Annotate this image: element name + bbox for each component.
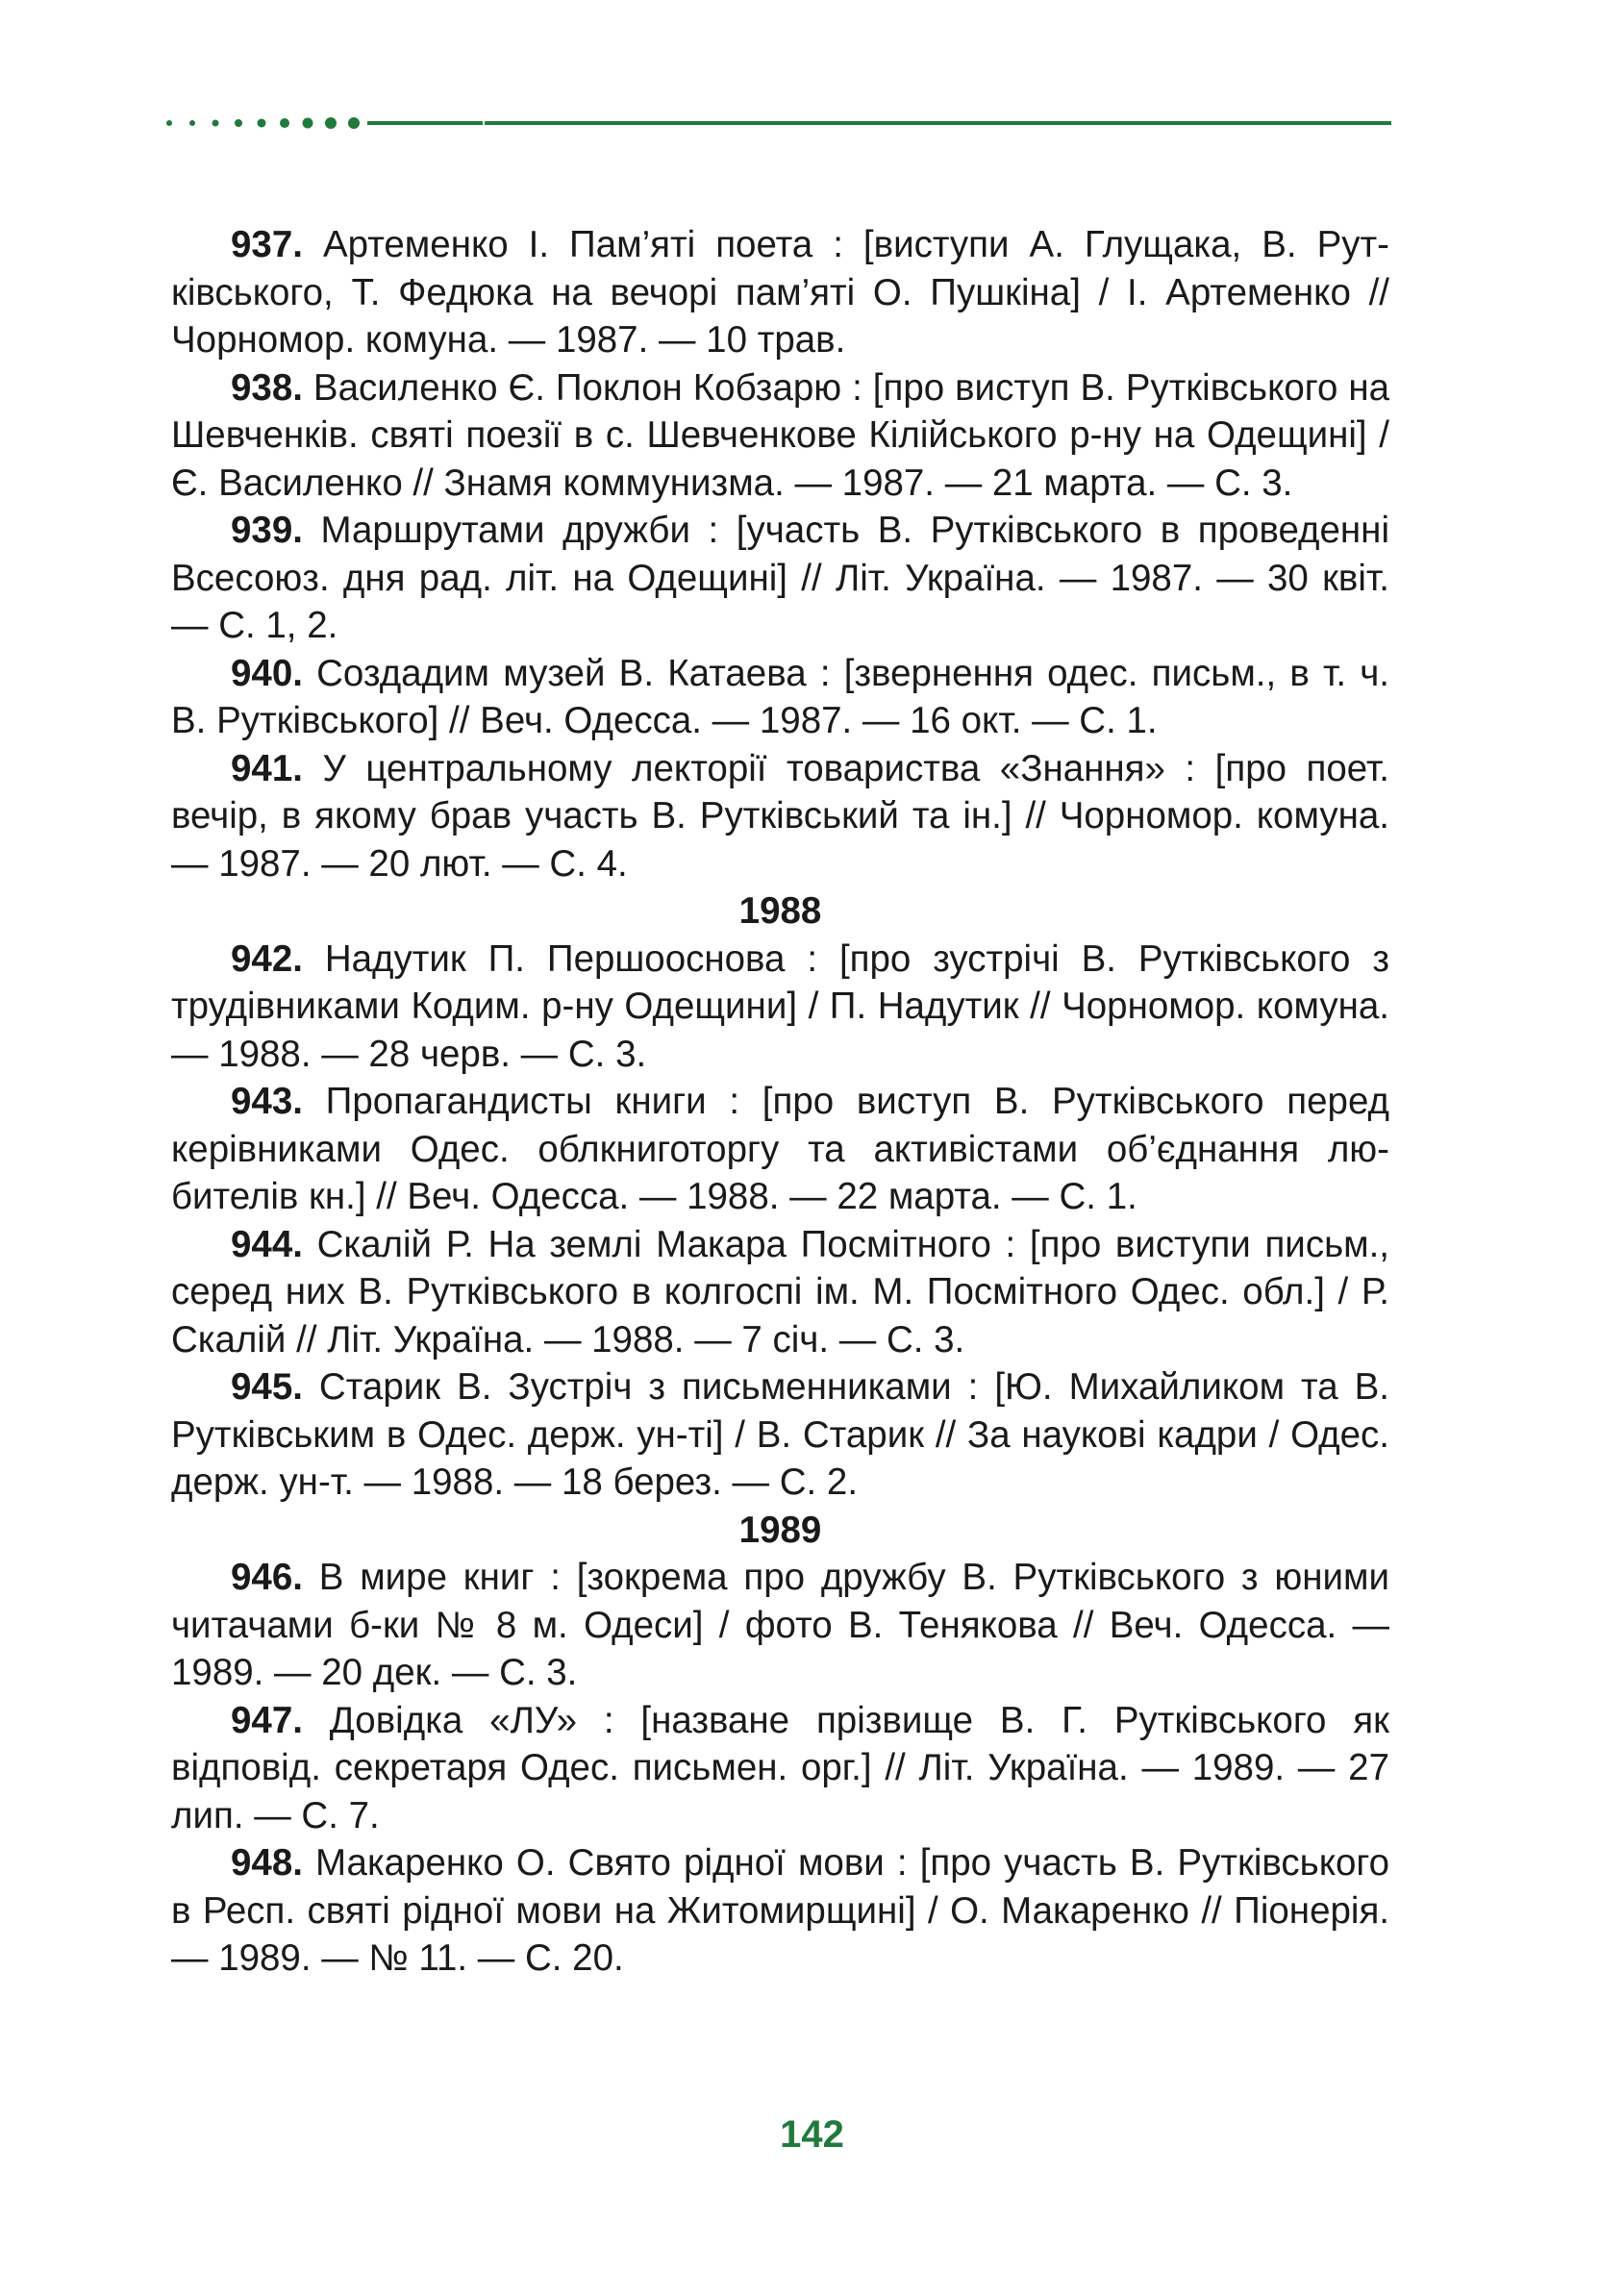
entry-number: 943.	[231, 1081, 303, 1122]
bibliography-entry	[171, 364, 1389, 508]
entry-text: Надутик П. Першооснова : [про зустрічі В. Рутківського з трудівниками Кодим. р-ну Одещини] / П. Надутик // Чорномор. комуна. — 1988. — 28 черв. — С. 3.	[171, 937, 1389, 1075]
entry-number: 946.	[231, 1557, 303, 1598]
entry-number: 944.	[231, 1223, 303, 1265]
header-line	[485, 121, 1391, 125]
bibliography-entry	[171, 1554, 1389, 1697]
entry-number: 938.	[231, 366, 303, 409]
header-decorative-rule	[165, 115, 1391, 131]
entry-text: Пропагандисты книги : [про виступ В. Рутківського перед керівниками Одес. облкниготоргу та активістами об’єднання любителів кн.] // Веч. Одесса. — 1988. — 22 марта. — С. 1.	[171, 1081, 1389, 1217]
entry-text: Создадим музей В. Катаева : [звернення одес. письм., в т. ч. В. Рутківського] // Веч. Одесса. — 1987. — 16 окт. — С. 1.	[171, 652, 1389, 741]
bibliography-entry	[171, 745, 1389, 888]
entry-text: Артеменко І. Пам’яті поета : [виступи А. Глущака, В. Рутківського, Т. Федюка на вечорі пам’яті О. Пушкіна] / І. Артеменко // Чорномор. комуна. — 1987. — 10 трав.	[171, 224, 1389, 361]
entry-text: Василенко Є. Поклон Кобзарю : [про виступ В. Рутківського на Шевченків. святі поезії в с. Шевченкове Кілійського р-ну на Одещині] / Є. Василенко // Знамя коммунизма. — 1987. — 21 марта. — С. 3.	[171, 366, 1389, 504]
bibliography-entry	[171, 507, 1389, 650]
entry-number: 940.	[231, 652, 303, 694]
entry-number: 942.	[231, 937, 303, 980]
bibliography-entry	[171, 1697, 1389, 1840]
bibliography-list	[171, 221, 1389, 1983]
entry-number: 945.	[231, 1366, 303, 1408]
entry-text: Маршрутами дружби : [участь В. Рутківського в проведенні Всесоюз. дня рад. літ. на Одещині] // Літ. Україна. — 1987. — 30 квіт. — С. 1, 2.	[171, 510, 1389, 646]
entry-text: У центральному лекторії товариства «Знання» : [про поет. вечір, в якому брав участь В. Рутківський та ін.] // Чорномор. комуна. — 1987. — 20 лют. — С. 4.	[171, 747, 1389, 885]
year-heading: 1988	[738, 890, 822, 932]
bibliography-entry	[171, 1839, 1389, 1983]
entry-number: 947.	[231, 1699, 303, 1741]
bibliography-entry	[171, 1221, 1389, 1364]
entry-number: 941.	[231, 747, 303, 789]
entry-text: В мире книг : [зокрема про дружбу В. Рутківського з юними читачами б-ки № 8 м. Одеси] / фото В. Тенякова // Веч. Одесса. — 1989. — 20 дек. — С. 3.	[171, 1557, 1389, 1693]
page-number: 142	[780, 2113, 844, 2156]
entry-text: Макаренко О. Свято рідної мови : [про участь В. Рутківського в Респ. святі рідної мови на Житомирщині] / О. Макаренко // Піонерія. — 1989. — № 11. — С. 20.	[171, 1842, 1389, 1979]
entry-number: 937.	[231, 224, 303, 265]
bibliography-entry	[171, 936, 1389, 1079]
bibliography-entry	[171, 1078, 1389, 1221]
bibliography-entry	[171, 650, 1389, 745]
entry-text: Довідка «ЛУ» : [назване прізвище В. Г. Рутківського як відповід. секретаря Одес. письмен. орг.] // Літ. Україна. — 1989. — 27 лип. — С. 7.	[171, 1699, 1389, 1836]
bibliography-entry	[171, 221, 1389, 364]
bibliography-entry	[171, 1363, 1389, 1507]
entry-number: 948.	[231, 1842, 303, 1884]
year-heading: 1989	[738, 1509, 822, 1551]
entry-text: Скалій Р. На землі Макара Посмітного : [про виступи письм., серед них В. Рутківського в колгоспі ім. М. Посмітного Одес. обл.] / Р. Скалій // Літ. Україна. — 1988. — 7 січ. — С. 3.	[171, 1223, 1389, 1361]
entry-text: Старик В. Зустріч з письменниками : [Ю. Михайликом та В. Рутківським в Одес. держ. ун-ті] / В. Старик // За наукові кадри / Одес. держ. ун-т. — 1988. — 18 берез. — С. 2.	[171, 1366, 1389, 1503]
dotted-line-icon	[165, 115, 483, 131]
entry-number: 939.	[231, 510, 303, 551]
